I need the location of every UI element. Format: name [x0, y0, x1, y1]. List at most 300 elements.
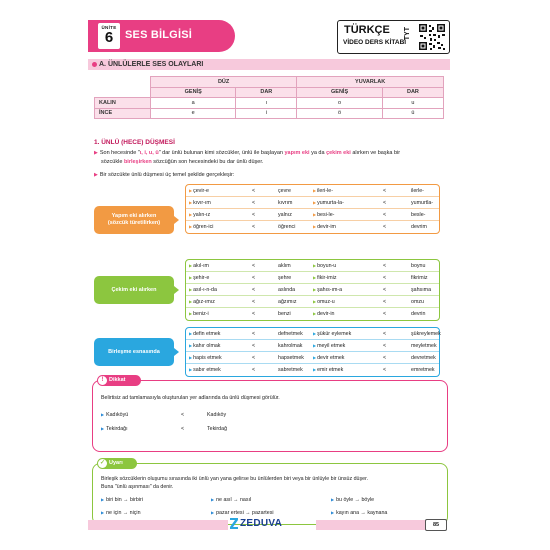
- text: Son hecesinde ": [99, 150, 140, 156]
- footer-bar-right: [316, 520, 426, 530]
- example-result: [411, 224, 427, 230]
- group-label: [94, 276, 174, 304]
- table-row: [186, 308, 439, 320]
- example-source: Tekirdağı: [106, 426, 128, 432]
- cell-text: çevir-e: [193, 188, 209, 194]
- example-source: [313, 212, 334, 218]
- list-item: [101, 497, 143, 503]
- list-item: [211, 510, 274, 516]
- cell-text: emretmek: [411, 367, 435, 373]
- example-result: [411, 188, 424, 194]
- cell-text: devrin: [411, 311, 426, 317]
- row-label: KALIN: [95, 98, 151, 109]
- example-source: [189, 263, 209, 269]
- arrow: →: [354, 497, 360, 503]
- cell-text: <: [383, 331, 387, 337]
- group-box: [185, 327, 440, 377]
- cell-text: asıl-ı-n-da: [193, 287, 217, 293]
- dikkat-box: [92, 377, 448, 452]
- cell-text: sabır etmek: [193, 367, 221, 373]
- table-row: [95, 87, 444, 98]
- table-cell: u: [382, 98, 443, 109]
- footer: [0, 518, 550, 532]
- triangle-bullet-icon: ▶: [101, 412, 105, 417]
- cell-text: <: [383, 224, 387, 230]
- less-than-sign: [252, 275, 255, 281]
- cell-text: ilerle-: [411, 188, 424, 194]
- example-source: [189, 343, 220, 349]
- example-source: [189, 200, 211, 206]
- group-label: [94, 338, 174, 366]
- example-result: birbiri: [129, 497, 143, 503]
- cell-text: <: [252, 311, 256, 317]
- table-row: [186, 352, 439, 364]
- cell-text: aklım: [278, 263, 291, 269]
- paragraph-1: [94, 149, 446, 166]
- example-result: [411, 355, 436, 361]
- cell-text: öğrenci: [278, 224, 296, 230]
- cell-text: <: [383, 188, 387, 194]
- example-source: [189, 212, 210, 218]
- less-than-sign: <: [181, 412, 185, 418]
- cell-text: omzu: [411, 299, 424, 305]
- example-result: [278, 367, 303, 373]
- example-source: [189, 331, 220, 337]
- table-corner: [95, 77, 151, 88]
- less-than-sign: [383, 355, 386, 361]
- arrow: →: [245, 510, 251, 516]
- table-row: [186, 221, 439, 233]
- less-than-sign: [383, 299, 386, 305]
- cell-text: devretmek: [411, 355, 436, 361]
- triangle-bullet-icon: ▶: [189, 311, 193, 316]
- triangle-bullet-icon: ▶: [94, 172, 98, 178]
- subsection-title: 1. ÜNLÜ (HECE) DÜŞMESİ: [94, 139, 175, 146]
- text: " dar ünlü bulunan kimi sözcükler, ünlü ile başlayan: [158, 150, 285, 156]
- text: Bir sözcükte ünlü düşmesi üç temel şekilde gerçekleşir:: [99, 172, 235, 178]
- group-box: [185, 184, 440, 234]
- cell-text: öğren-ici: [193, 224, 214, 230]
- less-than-sign: [383, 311, 386, 317]
- table-cell: ö: [297, 108, 383, 119]
- table-row: [186, 185, 439, 197]
- cell-text: <: [383, 367, 387, 373]
- cell-text: yalın-ız: [193, 212, 211, 218]
- cell-text: akıl-ım: [193, 263, 209, 269]
- cell-text: <: [383, 212, 387, 218]
- example-source: [313, 200, 344, 206]
- less-than-sign: [252, 355, 255, 361]
- text: sözcüğün son hecesindeki bu dar ünlü düşer.: [151, 158, 264, 165]
- less-than-sign: <: [181, 426, 185, 432]
- table-subheader: DAR: [236, 87, 297, 98]
- triangle-bullet-icon: ▶: [313, 224, 317, 229]
- triangle-bullet-icon: ▶: [313, 212, 317, 217]
- section-bar: [88, 59, 450, 70]
- cell-text: devrim: [411, 224, 427, 230]
- table-row: [186, 284, 439, 296]
- section-bullet-icon: [92, 62, 97, 67]
- cell-text: hapis etmek: [193, 355, 222, 361]
- triangle-bullet-icon: ▶: [189, 224, 193, 229]
- triangle-bullet-icon: ▶: [331, 510, 335, 515]
- less-than-sign: [383, 188, 386, 194]
- table-header: YUVARLAK: [297, 77, 444, 88]
- cell-text: ağzımız: [278, 299, 297, 305]
- text: sözcükle: [101, 158, 124, 165]
- cell-text: devir-in: [317, 311, 335, 317]
- cell-text: defin etmek: [193, 331, 221, 337]
- cell-text: benzi: [278, 311, 291, 317]
- triangle-bullet-icon: ▶: [101, 426, 105, 431]
- example-source: [189, 299, 215, 305]
- cell-text: omuz-u: [317, 299, 335, 305]
- cell-text: <: [383, 263, 387, 269]
- arrow: →: [233, 497, 239, 503]
- less-than-sign: [383, 331, 386, 337]
- example-source: [189, 311, 209, 317]
- example-result: [278, 311, 291, 317]
- triangle-bullet-icon: ▶: [189, 355, 193, 360]
- table-cell: i: [236, 108, 297, 119]
- table-row: [186, 260, 439, 272]
- cell-text: yumurta-la-: [317, 200, 344, 206]
- cell-text: kıvrım: [278, 200, 293, 206]
- example-result: [278, 212, 292, 218]
- cell-text: hapsetmek: [278, 355, 304, 361]
- cell-text: <: [252, 299, 256, 305]
- triangle-bullet-icon: ▶: [313, 287, 317, 292]
- triangle-bullet-icon: ▶: [189, 188, 193, 193]
- example-source: biri bin: [106, 497, 122, 503]
- triangle-bullet-icon: ▶: [313, 311, 317, 316]
- triangle-bullet-icon: ▶: [189, 263, 193, 268]
- dikkat-text: Belirtisiz ad tamlamasıyla oluşturulan yer adlarında da ünlü düşmesi görülür.: [101, 395, 280, 401]
- example-source: [313, 343, 345, 349]
- less-than-sign: [252, 299, 255, 305]
- cell-text: şehir-e: [193, 275, 210, 281]
- list-item: [101, 510, 141, 516]
- triangle-bullet-icon: ▶: [313, 200, 317, 205]
- highlight: çekim eki: [326, 150, 351, 156]
- less-than-sign: [383, 343, 386, 349]
- table-subheader: GENİŞ: [297, 87, 383, 98]
- example-result: [411, 331, 441, 337]
- example-source: Kadıköyü: [106, 412, 129, 418]
- list-item: [331, 510, 387, 516]
- arrow: →: [123, 497, 129, 503]
- example-result: [278, 331, 303, 337]
- cell-text: kahrolmak: [278, 343, 303, 349]
- uyari-text: Buna "ünlü aşınması" da denir.: [101, 484, 174, 490]
- example-source: [313, 299, 335, 305]
- example-source: [313, 311, 334, 317]
- example-result: [411, 311, 425, 317]
- unit-badge: [98, 23, 120, 49]
- cell-text: şehre: [278, 275, 292, 281]
- example-source: [313, 275, 337, 281]
- cell-text: <: [383, 299, 387, 305]
- table-row: [95, 77, 444, 88]
- example-result: [278, 224, 295, 230]
- group-label-line: Yapım eki alırken: [111, 213, 157, 219]
- list-item: [101, 426, 128, 432]
- less-than-sign: [383, 263, 386, 269]
- cell-text: şükreylemek: [411, 331, 441, 337]
- example-source: ne için: [106, 510, 122, 516]
- triangle-bullet-icon: ▶: [313, 275, 317, 280]
- example-result: Kadıköy: [207, 412, 227, 418]
- example-result: nasıl: [239, 497, 252, 503]
- less-than-sign: [252, 331, 255, 337]
- triangle-bullet-icon: ▶: [94, 150, 98, 156]
- example-result: niçin: [129, 510, 141, 516]
- triangle-bullet-icon: ▶: [189, 275, 193, 280]
- cell-text: <: [252, 188, 256, 194]
- cell-text: <: [252, 343, 256, 349]
- table-cell: e: [151, 108, 236, 119]
- example-result: [278, 299, 297, 305]
- example-result: [278, 355, 304, 361]
- example-source: [313, 188, 333, 194]
- example-source: [313, 224, 336, 230]
- check-icon: ✓: [99, 460, 106, 466]
- cell-text: <: [252, 263, 256, 269]
- example-source: [189, 188, 209, 194]
- table-header: DÜZ: [151, 77, 297, 88]
- example-result: [278, 275, 291, 281]
- cell-text: sabretmek: [278, 367, 303, 373]
- cell-text: <: [252, 367, 256, 373]
- group-box: [185, 259, 440, 321]
- brand-title: TÜRKÇE: [344, 24, 390, 36]
- triangle-bullet-icon: ▶: [331, 497, 335, 502]
- paragraph-2: [94, 171, 446, 180]
- footer-logo: ZEDUVA: [240, 518, 283, 529]
- triangle-bullet-icon: ▶: [189, 343, 193, 348]
- example-result: [411, 200, 433, 206]
- table-row: [95, 108, 444, 119]
- brand-box: [337, 20, 450, 54]
- cell-text: yalnız: [278, 212, 292, 218]
- less-than-sign: [383, 212, 386, 218]
- cell-text: <: [383, 343, 387, 349]
- example-result: böyle: [361, 497, 375, 503]
- cell-text: besi-le-: [317, 212, 335, 218]
- example-source: [189, 355, 222, 361]
- example-source: [313, 355, 344, 361]
- triangle-bullet-icon: ▶: [189, 331, 193, 336]
- example-result: [411, 263, 425, 269]
- unit-number: 6: [104, 29, 114, 46]
- cell-text: fikir-imiz: [317, 275, 337, 281]
- cell-text: <: [252, 224, 256, 230]
- cell-text: devir-im: [317, 224, 336, 230]
- qr-code-icon[interactable]: [418, 23, 446, 51]
- cell-text: beniz-i: [193, 311, 209, 317]
- example-result: [278, 263, 291, 269]
- triangle-bullet-icon: ▶: [313, 188, 317, 193]
- arrow: →: [122, 510, 129, 516]
- example-source: [189, 224, 213, 230]
- uyari-box: [92, 460, 448, 525]
- uyari-tag-label: Uyarı: [109, 460, 123, 466]
- cell-text: <: [252, 355, 256, 361]
- list-item: [101, 412, 128, 418]
- triangle-bullet-icon: ▶: [313, 331, 317, 336]
- less-than-sign: [252, 287, 255, 293]
- cell-text: şahıs-ım-a: [317, 287, 343, 293]
- cell-text: yumurtla-: [411, 200, 434, 206]
- cell-text: ileri-le-: [317, 188, 333, 194]
- cell-text: meyil etmek: [317, 343, 346, 349]
- example-result: [411, 343, 437, 349]
- example-result: [278, 287, 295, 293]
- cell-text: emir etmek: [317, 367, 344, 373]
- example-result: [411, 287, 431, 293]
- example-source: [313, 263, 336, 269]
- less-than-sign: [383, 275, 386, 281]
- list-item: [331, 497, 374, 503]
- example-source: ne asıl: [216, 497, 232, 503]
- cell-text: devir etmek: [317, 355, 345, 361]
- triangle-bullet-icon: ▶: [313, 343, 317, 348]
- example-source: pazar ertesi: [216, 510, 244, 516]
- cell-text: <: [383, 355, 387, 361]
- zeduva-logo-icon: [230, 518, 238, 529]
- textbook-page: [88, 18, 450, 532]
- example-result: [278, 188, 291, 194]
- table-row: [186, 296, 439, 308]
- example-source: [313, 367, 343, 373]
- table-subheader: DAR: [382, 87, 443, 98]
- unit-label: ÜNİTE: [101, 25, 117, 30]
- brand-subtitle: VİDEO DERS KİTABI: [343, 39, 407, 46]
- unit-title: SES BİLGİSİ: [125, 29, 192, 41]
- unit-tab: [88, 20, 235, 52]
- table-row: [186, 209, 439, 221]
- triangle-bullet-icon: ▶: [313, 263, 317, 268]
- example-result: kaynana: [367, 510, 388, 516]
- cell-text: kahır olmak: [193, 343, 221, 349]
- table-subheader: GENİŞ: [151, 87, 236, 98]
- example-source: [189, 367, 221, 373]
- cell-text: <: [252, 331, 256, 337]
- cell-text: ağız-ımız: [193, 299, 215, 305]
- cell-text: meyletmek: [411, 343, 437, 349]
- example-result: [411, 299, 424, 305]
- triangle-bullet-icon: ▶: [101, 510, 105, 515]
- example-source: [189, 287, 217, 293]
- less-than-sign: [252, 200, 255, 206]
- uyari-text: Birleşik sözcüklerin oluşumu sırasında iki ünlü yan yana gelirse bu ünlülerden biri veya bir ünlüyle bir ünsüz düşer.: [101, 476, 369, 482]
- example-result: Tekirdağ: [207, 426, 228, 432]
- less-than-sign: [383, 224, 386, 230]
- less-than-sign: [383, 367, 386, 373]
- triangle-bullet-icon: ▶: [313, 367, 317, 372]
- dikkat-tag: [97, 375, 141, 386]
- triangle-bullet-icon: ▶: [189, 299, 193, 304]
- highlight: ı, i, u, ü: [139, 150, 159, 156]
- example-source: bu öyle: [336, 497, 354, 503]
- triangle-bullet-icon: ▶: [313, 355, 317, 360]
- cell-text: <: [383, 287, 387, 293]
- table-cell: ı: [236, 98, 297, 109]
- cell-text: boynu: [411, 263, 426, 269]
- less-than-sign: [252, 188, 255, 194]
- less-than-sign: [252, 367, 255, 373]
- less-than-sign: [252, 212, 255, 218]
- less-than-sign: [252, 311, 255, 317]
- cell-text: şükür eylemek: [317, 331, 352, 337]
- list-item: [211, 497, 251, 503]
- highlight: birleşirken: [123, 158, 152, 165]
- table-row: [186, 364, 439, 376]
- cell-text: <: [252, 200, 256, 206]
- group-label-line: (sözcük türetilirken): [107, 220, 161, 226]
- cell-text: çevre: [278, 188, 291, 194]
- cell-text: <: [252, 212, 256, 218]
- triangle-bullet-icon: ▶: [189, 367, 193, 372]
- cell-text: <: [383, 200, 387, 206]
- triangle-bullet-icon: ▶: [189, 200, 193, 205]
- table-cell: a: [151, 98, 236, 109]
- less-than-sign: [252, 343, 255, 349]
- example-source: [313, 331, 351, 337]
- cell-text: aslında: [278, 287, 296, 293]
- cell-text: boyun-u: [317, 263, 337, 269]
- triangle-bullet-icon: ▶: [189, 287, 193, 292]
- example-result: [411, 212, 425, 218]
- less-than-sign: [252, 224, 255, 230]
- table-row: [186, 340, 439, 352]
- table-row: [186, 197, 439, 209]
- uyari-tag: [97, 458, 137, 469]
- example-source: kayın ana: [336, 510, 360, 516]
- cell-text: kıvır-ım: [193, 200, 211, 206]
- cell-text: <: [252, 287, 256, 293]
- highlight: yapım eki: [284, 150, 310, 156]
- arrow: →: [360, 510, 366, 516]
- brand-tag: TYT: [404, 27, 411, 41]
- dikkat-tag-label: Dikkat: [109, 377, 126, 383]
- group-label-line: Çekim eki alırken: [111, 286, 157, 293]
- triangle-bullet-icon: ▶: [211, 510, 215, 515]
- text: ya da: [309, 150, 327, 156]
- cell-text: defnetmek: [278, 331, 303, 337]
- table-row: [95, 98, 444, 109]
- triangle-bullet-icon: ▶: [189, 212, 193, 217]
- cell-text: fikrimiz: [411, 275, 428, 281]
- cell-text: <: [383, 311, 387, 317]
- cell-text: besle-: [411, 212, 426, 218]
- text: alırken ve başka bir: [350, 150, 401, 156]
- example-source: [189, 275, 209, 281]
- triangle-bullet-icon: ▶: [101, 497, 105, 502]
- cell-text: <: [252, 275, 256, 281]
- example-result: [411, 367, 435, 373]
- group-label-line: Birleşme esnasında: [108, 348, 160, 355]
- vowel-table: [94, 76, 444, 119]
- cell-text: <: [383, 275, 387, 281]
- less-than-sign: [383, 287, 386, 293]
- example-source: [313, 287, 342, 293]
- row-label: İNCE: [95, 108, 151, 119]
- table-cell: ü: [382, 108, 443, 119]
- example-result: pazartesi: [252, 510, 274, 516]
- table-cell: o: [297, 98, 383, 109]
- table-row: [186, 328, 439, 340]
